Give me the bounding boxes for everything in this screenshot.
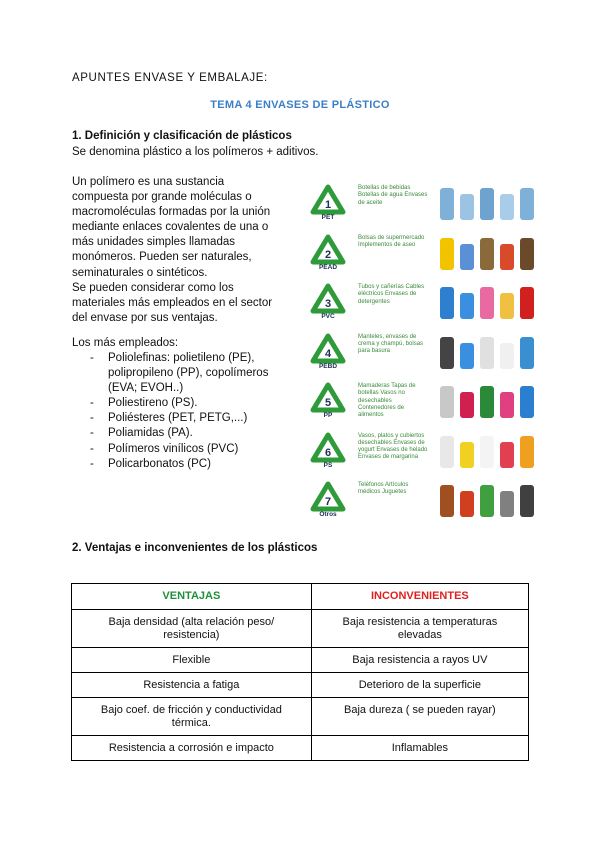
- code-number: 7: [324, 496, 332, 508]
- paragraph-line: Se pueden considerar como los: [72, 281, 234, 294]
- paragraph-line: más unidades simples llamadas: [72, 236, 235, 249]
- product-image: [440, 337, 454, 369]
- product-image: [520, 238, 534, 270]
- disadvantage-cell: Baja resistencia a temperaturas elevadas: [311, 610, 528, 648]
- disadvantages-header: INCONVENIENTES: [311, 584, 528, 610]
- paragraph-line: mediante enlaces covalentes de una o: [72, 221, 269, 234]
- most-used-list: [90, 351, 268, 472]
- code-abbreviation: PP: [323, 412, 333, 419]
- product-images: [436, 432, 538, 470]
- product-image: [520, 386, 534, 418]
- advantage-cell: Resistencia a fatiga: [72, 673, 312, 698]
- product-image: [440, 287, 454, 319]
- paragraph-line: compuesta por grande moléculas o: [72, 191, 252, 204]
- product-image: [460, 491, 474, 517]
- code-uses: Bolsas de supermercado Implementos de aseo: [358, 234, 425, 248]
- product-image: [500, 194, 514, 220]
- code-number: 6: [324, 446, 332, 459]
- product-image: [460, 442, 474, 468]
- list-item-line: Poliestireno (PS).: [108, 397, 198, 410]
- product-image: [440, 386, 454, 418]
- plastic-codes-figure: [306, 182, 538, 524]
- section2-heading: 2. Ventajas e inconvenientes de los plásticos: [72, 542, 318, 554]
- code-number: 1: [324, 199, 332, 211]
- product-image: [440, 436, 454, 468]
- disadvantage-cell: Deterioro de la superficie: [311, 673, 528, 698]
- product-image: [460, 293, 474, 319]
- code-abbreviation: PS: [323, 461, 333, 469]
- list-item-line: - Poliolefinas: polietileno (PE),: [108, 352, 255, 364]
- product-images: [436, 382, 538, 420]
- code-uses: Tubos y cañerías Cables eléctricos Envases de detergentes: [358, 284, 425, 305]
- list-item: [90, 457, 268, 472]
- product-image: [500, 244, 514, 270]
- product-image: [520, 188, 534, 220]
- disadvantage-cell: Inflamables: [311, 736, 528, 761]
- list-item-line: Poliésteres (PET, PETG,...): [108, 412, 248, 425]
- product-image: [460, 343, 474, 369]
- code-abbreviation: PET: [321, 214, 335, 221]
- code-uses: Manteles, envases de crema y champú, bolsas para basura: [358, 333, 424, 355]
- product-image: [480, 287, 494, 319]
- table-header-row: [72, 584, 529, 610]
- product-image: [500, 293, 514, 319]
- code-uses: Vasos, platos y cubiertos desechables Envases de yogurt Envases de helado Envases de margarina: [358, 432, 428, 461]
- product-image: [440, 238, 454, 270]
- code-row: [306, 331, 538, 375]
- product-image: [480, 238, 494, 270]
- list-item-line: Polímeros vinílicos (PVC): [108, 442, 239, 455]
- advantages-header: VENTAJAS: [72, 584, 312, 610]
- table-row: [72, 736, 529, 761]
- list-item: [90, 411, 268, 426]
- advantage-cell: Flexible: [72, 648, 312, 673]
- product-image: [500, 491, 514, 517]
- code-number: 5: [324, 397, 332, 409]
- table-row: [72, 673, 529, 698]
- table-row: [72, 698, 529, 736]
- table-row: [72, 610, 529, 648]
- product-images: [436, 184, 538, 222]
- product-image: [480, 485, 494, 517]
- advantage-cell: Bajo coef. de fricción y conductividad térmica.: [72, 698, 312, 736]
- product-image: [480, 386, 494, 418]
- list-item: [90, 351, 268, 396]
- code-number: 3: [324, 298, 332, 310]
- product-image: [500, 392, 514, 418]
- list-item: [90, 426, 268, 441]
- section1-intro: Se denomina plástico a los polímeros + aditivos.: [72, 146, 319, 158]
- most-used-title: Los más empleados:: [72, 337, 179, 349]
- polymer-paragraph: [72, 175, 277, 326]
- document-header: APUNTES ENVASE Y EMBALAJE:: [72, 72, 268, 84]
- code-abbreviation: Otros: [319, 511, 337, 518]
- product-image: [520, 436, 534, 468]
- disadvantage-cell: Baja resistencia a rayos UV: [311, 648, 528, 673]
- product-image: [520, 287, 534, 319]
- disadvantage-cell: Baja dureza ( se pueden rayar): [311, 698, 528, 736]
- product-images: [436, 333, 538, 371]
- product-image: [440, 485, 454, 517]
- code-uses: Teléfonos Artículos médicos Juguetes: [358, 482, 409, 496]
- section1-heading: 1. Definición y clasificación de plásticos: [72, 130, 292, 142]
- code-row: [306, 182, 538, 226]
- product-image: [460, 244, 474, 270]
- advantages-table: [71, 583, 529, 761]
- product-image: [440, 188, 454, 220]
- paragraph-line: del envase por sus ventajas.: [72, 311, 218, 324]
- list-item-line: Policarbonatos (PC): [108, 457, 211, 470]
- product-image: [500, 343, 514, 369]
- list-item-line: (EVA; EVOH..): [108, 382, 184, 395]
- paragraph-line: materiales más empleados en el sector: [72, 296, 273, 309]
- code-uses: Botellas de bebidas Botellas de agua Envases de aceite: [358, 185, 428, 206]
- product-image: [460, 392, 474, 418]
- product-image: [520, 485, 534, 517]
- list-item-line: polipropileno (PP), copolímeros: [108, 367, 269, 380]
- code-uses: Mamaderas Tapas de botellas Vasos no desechables Contenedores de alimentos: [358, 383, 416, 419]
- code-row: [306, 232, 538, 276]
- topic-title: TEMA 4 ENVASES DE PLÁSTICO: [210, 99, 390, 111]
- list-item-line: Poliamidas (PA).: [108, 427, 193, 440]
- advantage-cell: Resistencia a corrosión e impacto: [72, 736, 312, 761]
- list-item: [90, 442, 268, 457]
- product-image: [480, 436, 494, 468]
- product-image: [460, 194, 474, 220]
- code-abbreviation: PEBD: [318, 362, 338, 370]
- code-row: [306, 281, 538, 325]
- paragraph-line: macromoléculas formadas por la unión: [72, 206, 271, 219]
- product-image: [480, 188, 494, 220]
- code-abbreviation: PEAD: [318, 263, 338, 271]
- code-row: [306, 479, 538, 523]
- paragraph-line: monómeros. Pueden ser naturales,: [72, 251, 252, 264]
- code-number: 2: [324, 248, 332, 261]
- code-number: 4: [324, 347, 332, 360]
- advantage-cell: Baja densidad (alta relación peso/ resistencia): [72, 610, 312, 648]
- product-images: [436, 481, 538, 519]
- paragraph-line: Un polímero es una sustancia: [72, 176, 225, 188]
- product-images: [436, 283, 538, 321]
- product-image: [480, 337, 494, 369]
- code-row: [306, 380, 538, 424]
- code-abbreviation: PVC: [321, 313, 335, 320]
- product-images: [436, 234, 538, 272]
- product-image: [500, 442, 514, 468]
- list-item: [90, 396, 268, 411]
- table-row: [72, 648, 529, 673]
- code-row: [306, 430, 538, 474]
- paragraph-line: seminaturales o sintéticos.: [72, 266, 208, 279]
- product-image: [520, 337, 534, 369]
